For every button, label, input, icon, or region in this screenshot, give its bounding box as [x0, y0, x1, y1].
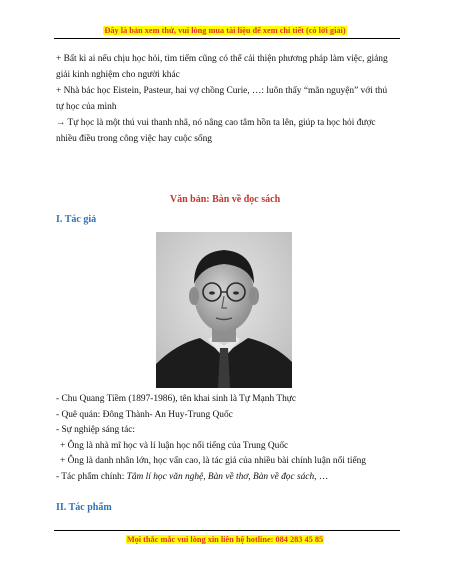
author-portrait: [156, 232, 292, 388]
footer-rule: [54, 530, 400, 531]
author-works-titles: Tâm lí học văn nghệ, Bàn về thơ, Bàn về đọc sách: [126, 471, 315, 482]
author-career-line: - Sự nghiệp sáng tác:: [56, 425, 136, 435]
author-works-suffix: , …: [314, 471, 329, 482]
preview-notice-text: Đây là bản xem thử, vui lòng mua tài liệu để xem chi tiết (có lời giải): [104, 26, 346, 35]
author-works-line: [56, 470, 416, 486]
intro-paragraph-1: + Bất kì ai nếu chịu học hỏi, tìm tiếm cũng có thể cải thiện phương pháp làm việc, giảng giải kinh nghiệm cho người khác: [56, 54, 388, 80]
author-hometown-line: - Quê quán: Đông Thành- An Huy-Trung Quốc: [56, 409, 233, 420]
author-birth-line: - Chu Quang Tiềm (1897-1986), tên khai sinh là Tự Mạnh Thực: [56, 394, 297, 404]
intro-paragraph-3: → Tự học là một thú vui thanh nhã, nó nâng cao tâm hồn ta lên, giúp ta học hỏi được nhiều điều trong công việc hay cuộc sống: [56, 118, 376, 144]
heading-work: II. Tác phẩm: [56, 502, 112, 513]
hotline-text: Mọi thắc mắc vui lòng xin liên hệ hotline: 084 283 45 85: [126, 535, 324, 544]
author-career-point-2: + Ông là danh nhân lớn, học vấn cao, là tác giả của nhiều bài chính luận nổi tiếng: [60, 456, 366, 466]
preview-notice-banner: [0, 26, 450, 35]
hotline-banner: [0, 535, 450, 544]
heading-author: I. Tác giả: [56, 214, 97, 225]
author-works-label: - Tác phẩm chính:: [56, 471, 127, 482]
intro-paragraph-2: + Nhà bác học Eistein, Pasteur, hai vợ chồng Curie, …: luôn thấy “mãn nguyện” với thú tự học của mình: [56, 86, 388, 112]
author-info-list: [56, 392, 416, 485]
section-title: Văn bản: Bàn về đọc sách: [169, 194, 281, 205]
author-career-point-1: + Ông là nhà mĩ học và lí luận học nổi tiếng của Trung Quốc: [60, 440, 289, 451]
header-rule: [54, 38, 400, 39]
author-portrait-drawing: [156, 232, 292, 388]
